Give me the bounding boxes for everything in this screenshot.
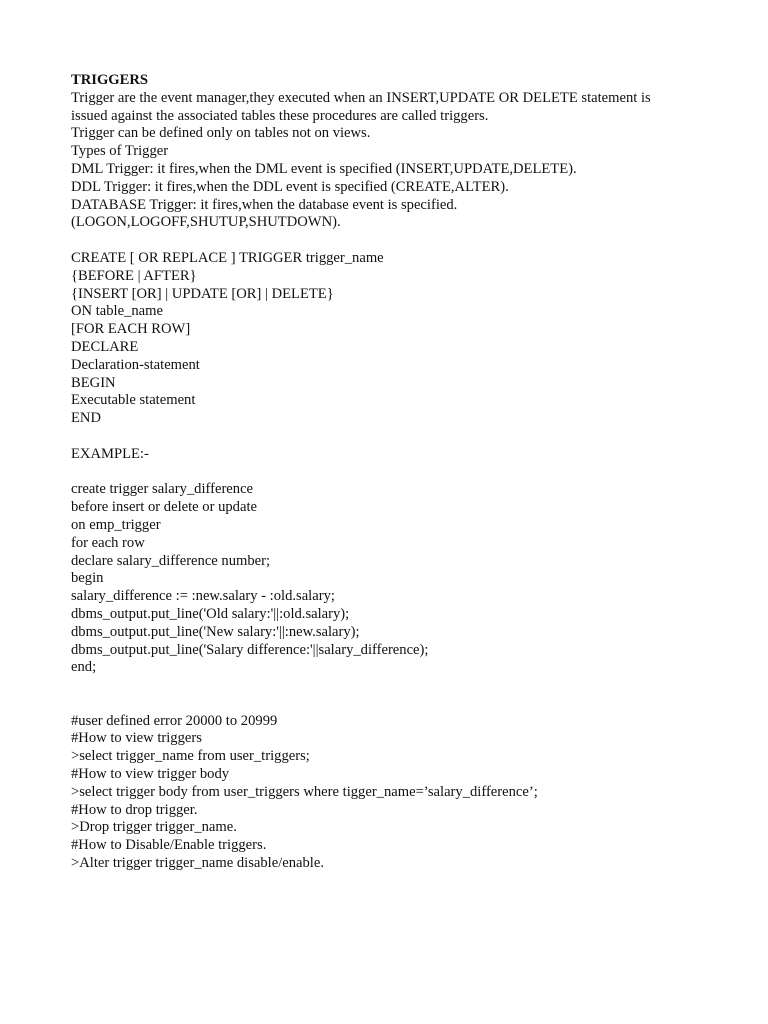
note-line: >select trigger_name from user_triggers; (71, 748, 310, 765)
note-line: #How to Disable/Enable triggers. (71, 837, 267, 854)
note-line: #How to view triggers (71, 730, 202, 747)
syntax-line: [FOR EACH ROW] (71, 321, 191, 338)
spacer (71, 464, 711, 482)
example-code-line: salary_difference := :new.salary - :old.salary; (71, 588, 335, 605)
example-code-line: end; (71, 659, 97, 676)
example-code-line: declare salary_difference number; (71, 552, 271, 569)
example-code-line: create trigger salary_difference (71, 481, 254, 498)
syntax-line: ON table_name (71, 303, 163, 320)
syntax-line: CREATE [ OR REPLACE ] TRIGGER trigger_name (71, 249, 384, 266)
note-line: #How to view trigger body (71, 766, 230, 783)
intro-line: DDL Trigger: it fires,when the DDL event is specified (CREATE,ALTER). (71, 178, 509, 195)
spacer (71, 428, 711, 446)
spacer (71, 232, 711, 250)
example-code-line: dbms_output.put_line('Old salary:'||:old.salary); (71, 605, 350, 622)
syntax-line: {INSERT [OR] | UPDATE [OR] | DELETE} (71, 285, 334, 302)
example-code-line: begin (71, 570, 104, 587)
note-line: >select trigger body from user_triggers where tigger_name=’salary_difference’; (71, 783, 538, 800)
note-line: #user defined error 20000 to 20999 (71, 712, 278, 729)
intro-line: Types of Trigger (71, 143, 169, 160)
syntax-line: Declaration-statement (71, 356, 200, 373)
syntax-line: BEGIN (71, 374, 116, 391)
doc-title: TRIGGERS (71, 72, 149, 88)
syntax-line: DECLARE (71, 338, 139, 355)
spacer (71, 677, 711, 695)
example-code-section (71, 481, 711, 677)
spacer (71, 695, 711, 713)
intro-line: issued against the associated tables these procedures are called triggers. (71, 107, 489, 124)
note-line: >Drop trigger trigger_name. (71, 819, 237, 836)
example-code-line: before insert or delete or update (71, 499, 257, 516)
intro-line: Trigger are the event manager,they executed when an INSERT,UPDATE OR DELETE statement is (71, 89, 651, 106)
note-line: #How to drop trigger. (71, 801, 198, 818)
intro-line: DATABASE Trigger: it fires,when the database event is specified. (71, 196, 458, 213)
example-heading: EXAMPLE:- (71, 445, 149, 462)
intro-line: (LOGON,LOGOFF,SHUTUP,SHUTDOWN). (71, 214, 341, 231)
syntax-line: Executable statement (71, 392, 196, 409)
notes-section (71, 713, 711, 873)
syntax-line: {BEFORE | AFTER} (71, 267, 197, 284)
intro-line: DML Trigger: it fires,when the DML event is specified (INSERT,UPDATE,DELETE). (71, 160, 577, 177)
example-code-line: for each row (71, 534, 145, 551)
syntax-section (71, 250, 711, 428)
example-code-line: dbms_output.put_line('New salary:'||:new.salary); (71, 623, 360, 640)
syntax-line: END (71, 410, 101, 427)
intro-section (71, 90, 711, 232)
note-line: >Alter trigger trigger_name disable/enable. (71, 855, 324, 872)
intro-line: Trigger can be defined only on tables not on views. (71, 125, 371, 142)
example-code-line: dbms_output.put_line('Salary difference:'||salary_difference); (71, 641, 429, 658)
document-page (71, 72, 711, 873)
example-code-line: on emp_trigger (71, 516, 161, 533)
